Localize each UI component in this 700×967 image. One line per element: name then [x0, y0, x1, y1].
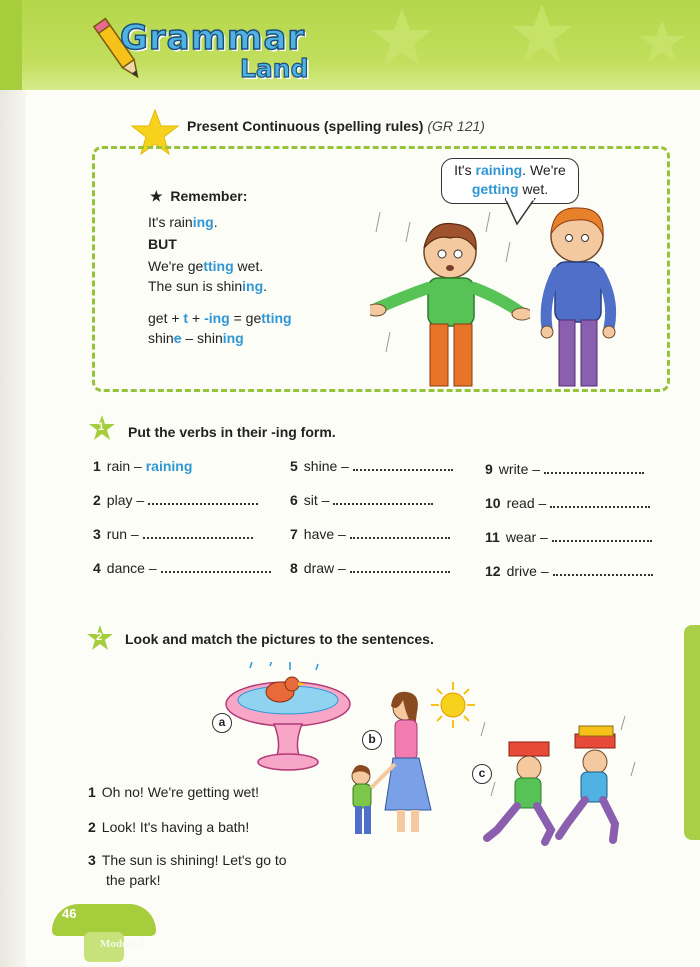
exercise-1-item: [485, 461, 644, 477]
page-edge-tab: [684, 625, 700, 840]
picture-label-a: a: [212, 713, 232, 733]
bubble-highlight: getting: [471, 181, 519, 197]
item-verb: shine –: [303, 458, 349, 474]
answer-blank[interactable]: [544, 461, 644, 474]
example-highlight: ing: [242, 278, 264, 294]
sentence-text: Oh no! We're getting wet!: [101, 784, 260, 800]
exercise-2-number: 2: [96, 631, 103, 643]
rule-highlight: ing: [222, 330, 244, 346]
item-verb: run –: [106, 526, 139, 542]
answer-blank[interactable]: [148, 492, 258, 505]
example-getting: [148, 258, 263, 274]
item-verb: read –: [506, 495, 547, 511]
rule-text: shin: [148, 330, 174, 346]
answer-blank[interactable]: [161, 560, 271, 573]
item-answer: raining: [145, 458, 193, 474]
answer-blank[interactable]: [552, 529, 652, 542]
item-number: 1: [93, 458, 101, 474]
example-highlight: tting: [203, 258, 234, 274]
sentence-3-continued: the park!: [106, 872, 161, 888]
item-verb: wear –: [505, 529, 548, 545]
item-verb: rain –: [106, 458, 142, 474]
answer-blank[interactable]: [350, 560, 450, 573]
grammar-title-text: Present Continuous (spelling rules): [187, 118, 424, 134]
exercise-1-item: [290, 560, 450, 576]
remember-label: Remember:: [170, 188, 248, 204]
exercise-1-item: [290, 492, 433, 508]
example-text: .: [213, 214, 218, 230]
example-raining: [148, 214, 218, 230]
module-label: Module 2: [100, 938, 145, 950]
grammar-reference: (GR 121): [427, 118, 485, 134]
example-text: wet.: [233, 258, 264, 274]
answer-blank[interactable]: [353, 458, 453, 471]
rule-double-consonant: [148, 310, 292, 326]
exercise-1-item: [93, 560, 271, 576]
sentence-number: 1: [88, 784, 96, 800]
grammar-land-logo: [90, 10, 350, 88]
exercise-1-item: [485, 495, 650, 511]
item-verb: drive –: [506, 563, 549, 579]
item-number: 7: [290, 526, 298, 542]
bubble-text: It's: [454, 162, 476, 178]
rule-text: get +: [148, 310, 184, 326]
exercise-1-item: [93, 458, 192, 474]
item-number: 11: [485, 529, 500, 545]
sentence-text: The sun is shining! Let's go to: [101, 852, 287, 868]
sentence-3: [88, 852, 287, 868]
item-number: 3: [93, 526, 101, 542]
remember-heading: [150, 188, 247, 205]
sentence-1: [88, 784, 259, 800]
answer-blank[interactable]: [550, 495, 650, 508]
sentence-number: 2: [88, 819, 96, 835]
exercise-2-instruction: Look and match the pictures to the sentences.: [125, 631, 434, 647]
item-verb: draw –: [303, 560, 346, 576]
rule-highlight: t: [183, 310, 189, 326]
answer-blank[interactable]: [553, 563, 653, 576]
item-number: 4: [93, 560, 101, 576]
item-verb: play –: [106, 492, 145, 508]
bubble-highlight: raining: [475, 162, 523, 178]
item-number: 6: [290, 492, 298, 508]
spine-green-strip: [0, 0, 22, 90]
rule-highlight: tting: [261, 310, 292, 326]
example-shining: [148, 278, 267, 294]
example-highlight: ing: [192, 214, 214, 230]
answer-blank[interactable]: [333, 492, 433, 505]
rule-drop-e: [148, 330, 244, 346]
item-verb: dance –: [106, 560, 157, 576]
item-number: 2: [93, 492, 101, 508]
exercise-1-item: [93, 526, 253, 542]
rule-highlight: -ing: [204, 310, 230, 326]
example-text: We're ge: [148, 258, 204, 274]
grammar-title: [187, 118, 485, 134]
answer-blank[interactable]: [143, 526, 253, 539]
item-verb: have –: [303, 526, 346, 542]
bubble-text: . We're: [522, 162, 566, 178]
sentence-text: Look! It's having a bath!: [101, 819, 250, 835]
exercise-1-item: [485, 529, 652, 545]
item-verb: sit –: [303, 492, 330, 508]
page-number: 46: [62, 906, 77, 921]
logo-word-grammar: Grammar: [120, 18, 306, 58]
item-number: 8: [290, 560, 298, 576]
exercise-1-number: 1: [98, 421, 105, 433]
example-text: .: [263, 278, 268, 294]
answer-blank[interactable]: [350, 526, 450, 539]
boy-blue-sweater-illustration: [535, 200, 620, 388]
exercise-1-item: [485, 563, 653, 579]
remember-star-icon: ★: [150, 188, 163, 204]
rule-text: +: [188, 310, 205, 326]
exercise-1-item: [93, 492, 258, 508]
but-label: BUT: [148, 236, 177, 252]
item-number: 5: [290, 458, 298, 474]
example-text: The sun is shin: [148, 278, 243, 294]
picture-label-b: b: [362, 730, 382, 750]
page-spine: [0, 0, 26, 967]
exercise-1-item: [290, 526, 450, 542]
picture-b-park-walk: [345, 680, 485, 845]
rule-highlight: e: [173, 330, 182, 346]
bubble-text: wet.: [518, 181, 549, 197]
logo-word-land: Land: [240, 54, 309, 83]
exercise-1-instruction: Put the verbs in their -ing form.: [128, 424, 336, 440]
picture-a-bird-bath: [220, 662, 360, 777]
picture-c-boys-in-rain: [475, 712, 645, 862]
rule-text: – shin: [181, 330, 223, 346]
boy-in-rain-illustration: [370, 212, 530, 387]
exercise-1-item: [290, 458, 453, 474]
item-number: 10: [485, 495, 501, 511]
item-verb: write –: [498, 461, 541, 477]
item-number: 9: [485, 461, 493, 477]
rule-text: = ge: [229, 310, 262, 326]
sentence-number: 3: [88, 852, 96, 868]
picture-label-c: c: [472, 764, 492, 784]
sentence-2: [88, 819, 249, 835]
example-text: It's rain: [148, 214, 193, 230]
item-number: 12: [485, 563, 501, 579]
